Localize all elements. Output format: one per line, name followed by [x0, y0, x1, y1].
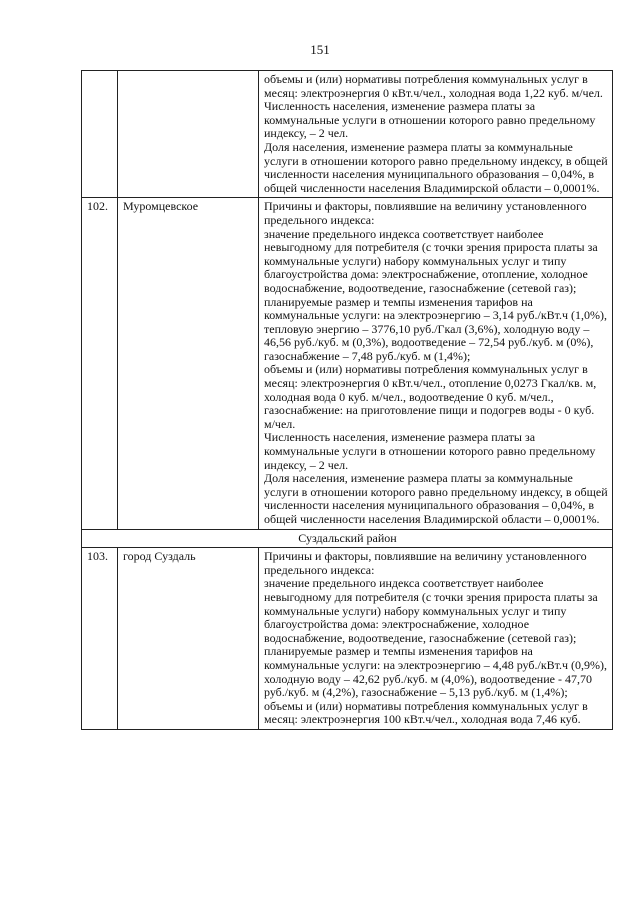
table-row: [82, 548, 613, 730]
paragraph: объемы и (или) нормативы потребления коммунальных услуг в месяц: электроэнергия 0 кВт.ч/чел., холодная вода 1,22 куб. м/чел.: [264, 72, 603, 100]
municipality-name: город Суздаль: [118, 548, 259, 730]
paragraph: Причины и факторы, повлиявшие на величину установленного предельного индекса:: [264, 199, 587, 227]
municipality-name: Муромцевское: [118, 198, 259, 529]
municipality-name: [118, 71, 259, 198]
row-number: [82, 71, 118, 198]
paragraph: планируемые размер и темпы изменения тарифов на коммунальные услуги: на электроэнергию – 3,14 руб./кВт.ч (1,0%), тепловую энергию – 3776,10 руб./Гкал (3,6%), холодную воду – 46,56 руб./куб. м (0,3%), водоотведение – 72,54 руб./куб. м (0%), газоснабжение – 7,48 руб./куб. м (1,4%);: [264, 294, 608, 363]
paragraph: Численность населения, изменение размера платы за коммунальные услуги в отношении которого равно предельному индексу, – 2 чел.: [264, 99, 596, 141]
table-row: [82, 71, 613, 198]
paragraph: планируемые размер и темпы изменения тарифов на коммунальные услуги: на электроэнергию – 4,48 руб./кВт.ч (0,9%), холодную воду – 42,62 руб./куб. м (4,0%), водоотведение - 47,70 руб./куб. м (4,2%), газоснабжение – 5,13 руб./куб. м (1,4%);: [264, 644, 608, 700]
tariff-table: [81, 70, 613, 730]
section-title: Суздальский район: [82, 529, 613, 548]
row-number: 103.: [82, 548, 118, 730]
paragraph: значение предельного индекса соответствует наиболее невыгодному для потребителя (с точки зрения прироста платы за коммунальные услуги) набору коммунальных услуг и типу благоустройства дома: электроснабжение, холодное водоснабжение, водоотведение, газоснабжение (сетевой газ);: [264, 576, 598, 645]
paragraph: объемы и (или) нормативы потребления коммунальных услуг в месяц: электроэнергия 0 кВт.ч/чел., отопление 0,0273 Гкал/кв. м, холодная вода 0 куб. м/чел., водоотведение 0 куб. м/чел., газоснабжение: на приготовление пищи и подогрев воды - 0 куб. м/чел.: [264, 362, 597, 431]
row-description: [259, 548, 613, 730]
paragraph: Доля населения, изменение размера платы за коммунальные услуги в отношении которого равно предельному индексу, в общей численности населения муниципального образования – 0,04%, в общей численности населения Владимирской области – 0,0001%.: [264, 139, 608, 195]
row-description: [259, 198, 613, 529]
table-row: [82, 198, 613, 529]
paragraph: значение предельного индекса соответствует наиболее невыгодному для потребителя (с точки зрения прироста платы за коммунальные услуги) набору коммунальных услуг и типу благоустройства дома: электроснабжение, отопление, холодное водоснабжение, водоотведение, газоснабжение (сетевой газ);: [264, 226, 598, 295]
paragraph: Доля населения, изменение размера платы за коммунальные услуги в отношении которого равно предельному индексу, в общей численности населения муниципального образования – 0,04%, в общей численности населения Владимирской области – 0,0001%.: [264, 471, 608, 526]
paragraph: Причины и факторы, повлиявшие на величину установленного предельного индекса:: [264, 549, 587, 577]
section-row: [82, 529, 613, 548]
row-number: 102.: [82, 198, 118, 529]
paragraph: объемы и (или) нормативы потребления коммунальных услуг в месяц: электроэнергия 100 кВт.ч/чел., холодная вода 7,46 куб.: [264, 698, 588, 727]
page-number: 151: [310, 42, 330, 57]
paragraph: Численность населения, изменение размера платы за коммунальные услуги в отношении которого равно предельному индексу, – 2 чел.: [264, 430, 596, 472]
row-description: [259, 71, 613, 198]
